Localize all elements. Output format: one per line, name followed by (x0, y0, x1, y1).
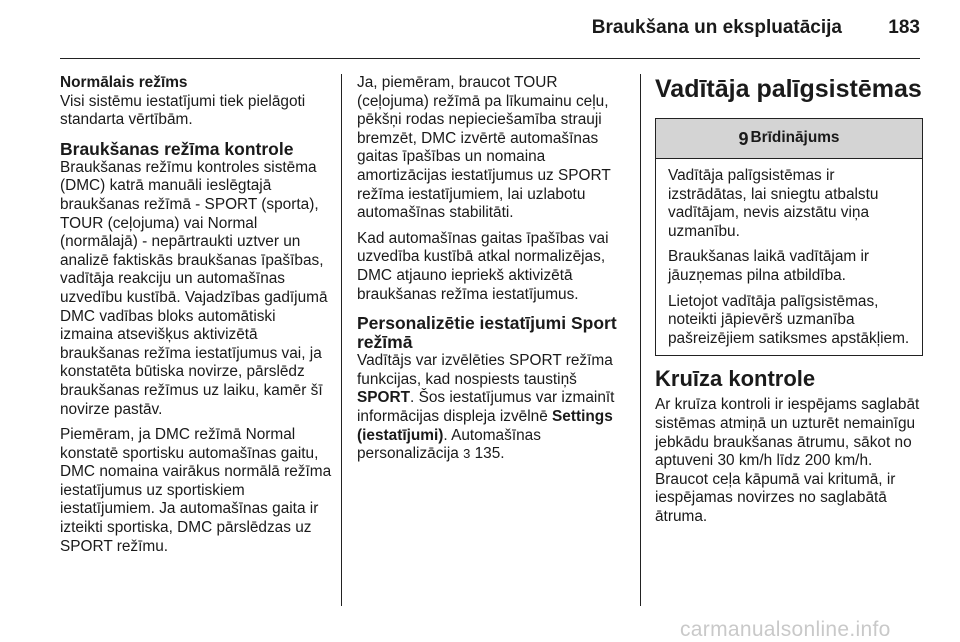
warning-paragraph-2: Braukšanas laikā vadītājam ir jāuzņemas pilna atbildība. (668, 248, 870, 284)
warning-paragraph-3: Lietojot vadītāja palīgsistēmas, noteikti jāpievērš uzmanība pašreizējiem satiksmes apstākļiem. (668, 292, 910, 347)
column-divider-2 (640, 74, 641, 606)
warning-paragraph-1: Vadītāja palīgsistēmas ir izstrādātas, lai sniegtu atbalstu vadītājam, nevis aizstātu viņa uzmanību. (668, 167, 879, 240)
normal-mode-title: Normālais režīms (60, 74, 188, 91)
personalized-text-a: Vadītājs var izvēlēties SPORT režīma funkcijas, kad nospiests taustiņš (357, 352, 613, 388)
restore-paragraph: Kad automašīnas gaitas īpašības vai uzvedība kustībā atkal normalizējas, DMC atjauno iepriekš aktivizētā braukšanas režīma iestatījumus. (357, 229, 609, 303)
settings-menu-label: Settings (iestatījumi) (357, 407, 613, 444)
normal-mode-section (60, 74, 332, 130)
sport-key-label: SPORT (357, 389, 411, 407)
warning-title: Brīdinājums (750, 129, 840, 147)
warning-header (656, 119, 922, 159)
column-right (655, 74, 923, 534)
cruise-control-heading: Kruīza kontrole (655, 366, 816, 392)
warning-triangle-icon: 9 (738, 128, 749, 149)
tour-mode-paragraph: Ja, piemēram, braucot TOUR (ceļojuma) režīmā pa līkumainu ceļu, pēkšņi rodas nepieciešamība strauji bremzēt, DMC izvērtē automašīnas gaitas īpašības un nomaina amortizācijas iestatījumus uz SPORT režīma iestatījumiem, lai uzlabotu automašīnas stabilitāti. (357, 74, 611, 222)
driver-assistance-heading: Vadītāja palīgsistēmas (655, 75, 922, 103)
column-left (60, 74, 332, 563)
page-header (0, 0, 960, 58)
drive-mode-control-heading: Braukšanas režīma kontrole (60, 138, 294, 159)
column-middle (357, 74, 625, 471)
normal-mode-text: Visi sistēmu iestatījumi tiek pielāgoti standarta vērtībām. (60, 92, 306, 129)
warning-box (655, 118, 923, 356)
page-reference-icon: 3 (463, 446, 471, 462)
personalized-text-c: . Šos iestatījumus var izmainīt informācijas displeja izvēlnē (357, 389, 615, 425)
warning-body (656, 159, 922, 348)
page-number: 183 (888, 17, 920, 38)
personalized-text-e: . Automašīnas personalizācija (357, 426, 541, 463)
running-title: Braukšana un ekspluatācija (591, 17, 842, 38)
personalized-settings-paragraph (357, 352, 625, 464)
cruise-control-paragraph: Ar kruīza kontroli ir iespējams saglabāt sistēmas atmiņā un uzturēt nemainīgu jebkādu braukšanas ātrumu, sākot no aptuveni 30 km/h līdz 200 km/h. Braucot ceļa kāpumā vai kritumā, ir iespējamas novirzes no saglabātā ātruma. (655, 396, 920, 525)
header-divider (60, 58, 920, 59)
drive-mode-control-paragraph-1: Braukšanas režīmu kontroles sistēma (DMC) katrā manuāli ieslēgtajā braukšanas režīmā - SPORT (sporta), TOUR (ceļojuma) vai Normal (normālajā) - nepārtraukti uztver un analizē faktiskās braukšanas īpašības, vadītāja reakciju un automašīnas uzvedību kustībā. Vajadzības gadījumā DMC vadības bloks automātiski izmaina atsevišķus aktivizētā braukšanas režīma iestatījumus vai, ja konstatēta būtiska novirze, pārslēdz braukšanas režīmus uz laiku, kamēr šī novirze pastāv. (60, 158, 328, 418)
drive-mode-control-paragraph-2: Piemēram, ja DMC režīmā Normal konstatē sportisku automašīnas gaitu, DMC nomaina vairākus normālā režīma iestatījumus uz sportiskiem iestatījumiem. Ja automašīnas gaita ir izteikti sportiska, DMC pārslēdzas uz SPORT režīmu. (60, 426, 332, 555)
column-divider-1 (341, 74, 342, 606)
personalized-settings-heading: Personalizētie iestatījumi Sport režīmā (357, 313, 617, 353)
page-reference-number: 135. (470, 445, 505, 463)
watermark-text: carmanualsonline.info (680, 618, 891, 641)
